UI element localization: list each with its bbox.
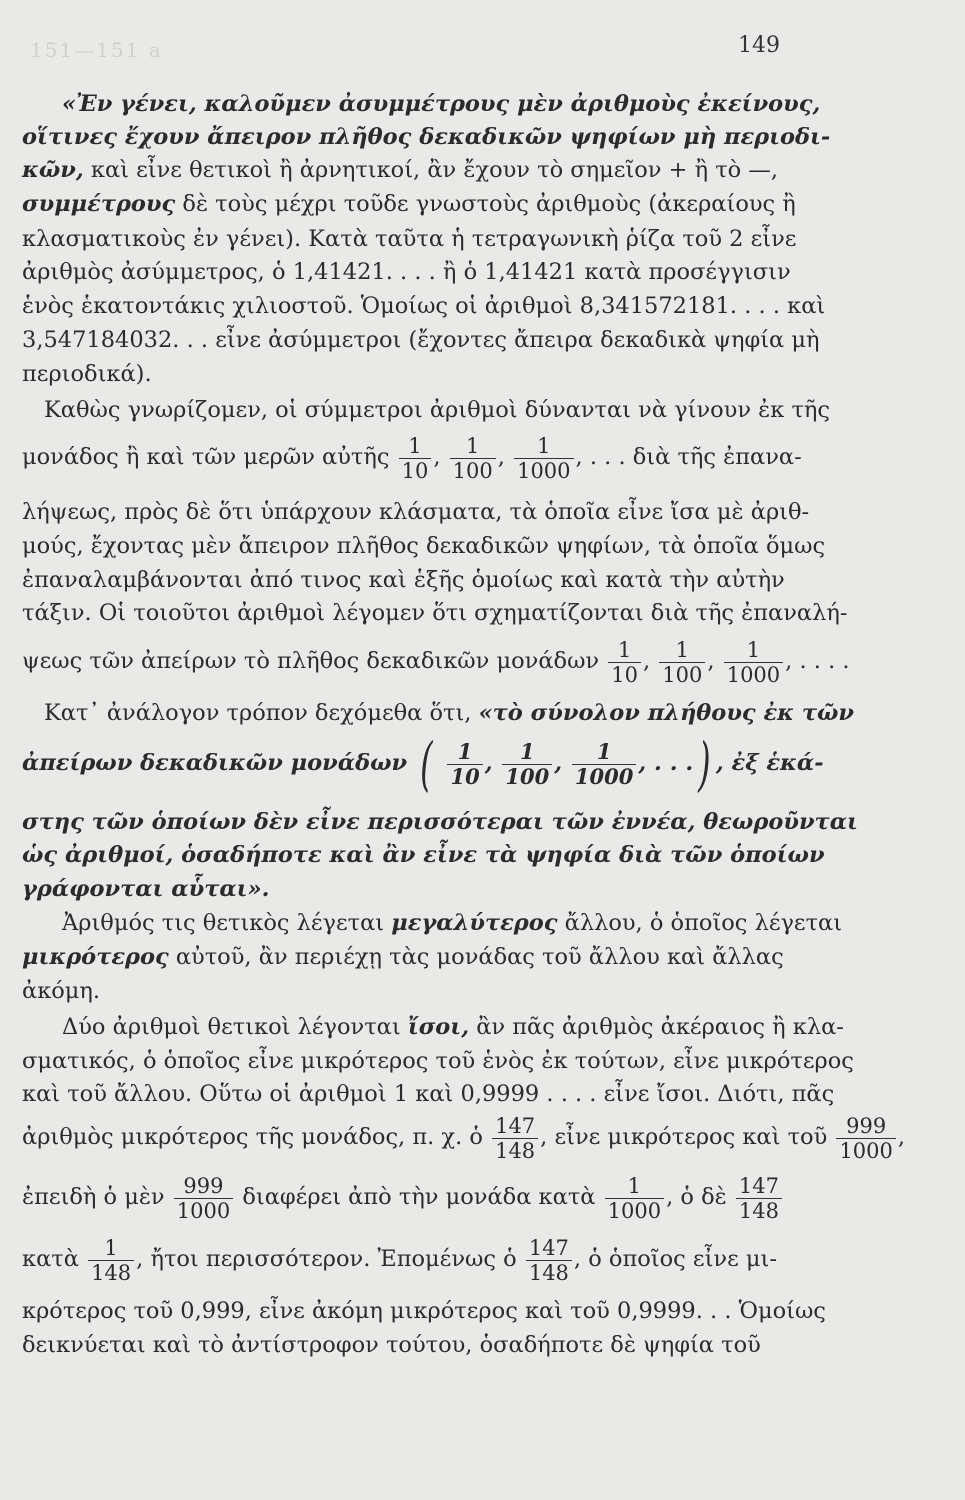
emph: ἀπείρων δεκαδικῶν μονάδων	[22, 750, 408, 776]
numerator: 999	[183, 1173, 224, 1198]
denominator: 100	[450, 458, 496, 483]
numerator: 999	[846, 1113, 887, 1138]
text-span: . . . .	[799, 648, 850, 674]
denominator: 1000	[605, 1198, 664, 1223]
numerator: 1	[627, 1173, 642, 1198]
denominator: 100	[502, 764, 552, 789]
fraction	[450, 434, 496, 483]
fraction	[514, 434, 573, 483]
text-line: κρότερος τοῦ 0,999, εἶνε ἀκόμη μικρότερος καὶ τοῦ 0,9999. . . Ὁμοίως	[22, 1298, 826, 1324]
text-line: δεικνύεται καὶ τὸ ἀντίστροφον τούτου, ὁσαδήποτε δὲ ψηφία τοῦ	[22, 1332, 761, 1358]
denominator: 148	[736, 1198, 782, 1223]
text-line: γράφονται αὗται».	[22, 876, 270, 902]
text-line	[62, 1012, 965, 1042]
fraction	[174, 1174, 233, 1223]
text-line	[22, 730, 965, 798]
fraction	[492, 1114, 538, 1163]
text-span: , ἤτοι περισσότερον. Ἐπομένως ὁ	[136, 1246, 517, 1272]
text-span: , . . .	[638, 750, 694, 776]
numerator: 147	[738, 1173, 779, 1198]
text-line: ἑνὸς ἑκατοντάκις χιλιοστοῦ. Ὁμοίως οἱ ἀριθμοὶ 8,341572181. . . . καὶ	[22, 293, 826, 319]
text-line	[22, 189, 965, 219]
text-line: «Ἐν γένει, καλοῦμεν ἀσυμμέτρους μὲν ἀριθμοὺς ἐκείνους,	[62, 91, 821, 117]
right-paren: )	[698, 730, 711, 798]
comma: ,	[785, 648, 793, 674]
text-span: Κατ᾽ ἀνάλογον τρόπον δεχόμεθα ὅτι,	[44, 700, 479, 726]
denominator: 1000	[174, 1198, 233, 1223]
text-span: . . . διὰ τῆς ἐπανα-	[589, 444, 802, 470]
emph: κῶν,	[22, 157, 84, 183]
text-span: αὐτοῦ, ἂν περιέχῃ τὰς μονάδας τοῦ ἄλλου καὶ ἄλλας	[168, 944, 784, 970]
comma: ,	[497, 444, 505, 470]
numerator: 1	[104, 1235, 118, 1260]
fraction	[572, 740, 636, 789]
text-line	[22, 634, 965, 688]
text-span: ἄλλου, ὁ ὁποῖος λέγεται	[557, 910, 843, 936]
text-span: ψεως τῶν ἀπείρων τὸ πλῆθος δεκαδικῶν μονάδων	[22, 648, 600, 674]
text-span: μονάδος ἢ καὶ τῶν μερῶν αὐτῆς	[22, 444, 390, 470]
text-line	[22, 155, 965, 185]
emph: «τὸ σύνολον πλήθους ἐκ τῶν	[478, 700, 855, 726]
fraction	[605, 1174, 664, 1223]
numerator: 1	[519, 738, 535, 764]
numerator: 1	[617, 637, 632, 662]
text-span: δὲ τοὺς μέχρι τοῦδε γνωστοὺς ἀριθμοὺς (ἀκεραίους ἢ	[175, 191, 796, 217]
numerator: 1	[675, 637, 690, 662]
text-line	[62, 908, 965, 938]
numerator: 1	[596, 738, 612, 764]
text-line: λήψεως, πρὸς δὲ ὅτι ὑπάρχουν κλάσματα, τὰ ὁποῖα εἶνε ἴσα μὲ ἀριθ-	[22, 499, 810, 525]
numerator: 1	[408, 433, 422, 458]
comma: ,	[707, 648, 715, 674]
left-paren: (	[420, 730, 433, 798]
fraction	[447, 740, 482, 789]
text-span: , ὁ δὲ	[666, 1184, 727, 1210]
comma: ,	[433, 444, 441, 470]
text-span: Δύο ἀριθμοὶ θετικοὶ λέγονται	[62, 1014, 408, 1040]
fraction	[88, 1236, 134, 1285]
text-line: ἀκόμη.	[22, 978, 101, 1004]
numerator: 1	[537, 433, 551, 458]
denominator: 10	[608, 662, 641, 687]
fraction	[724, 638, 783, 687]
page-number: 149	[738, 33, 780, 58]
text-line: ἐπαναλαμβάνονται ἀπό τινος καὶ ἑξῆς ὁμοίως καὶ κατὰ τὴν αὐτὴν	[22, 567, 785, 593]
emph: μικρότερος	[22, 944, 169, 970]
fraction	[608, 638, 641, 687]
denominator: 148	[526, 1260, 572, 1285]
comma: ,	[484, 750, 493, 776]
numerator: 1	[746, 637, 761, 662]
text-span: διαφέρει ἀπὸ τὴν μονάδα κατὰ	[235, 1184, 596, 1210]
text-span: , εἶνε μικρότερος καὶ τοῦ	[540, 1124, 828, 1150]
text-span: Ἀριθμός τις θετικὸς λέγεται	[62, 910, 392, 936]
numerator: 1	[466, 433, 480, 458]
fraction	[836, 1114, 895, 1163]
text-line: οἵτινες ἔχουν ἄπειρον πλῆθος δεκαδικῶν ψηφίων μὴ περιοδι-	[22, 124, 831, 150]
emph: ἴσοι,	[407, 1014, 470, 1040]
bleed-through-text: 151—151 a	[30, 38, 163, 62]
text-span: ἐπειδὴ ὁ μὲν	[22, 1184, 165, 1210]
denominator: 10	[447, 764, 482, 789]
denominator: 1000	[572, 764, 636, 789]
denominator: 10	[399, 458, 432, 483]
denominator: 1000	[514, 458, 573, 483]
text-line	[22, 430, 965, 484]
text-line: 3,547184032. . . εἶνε ἀσύμμετροι (ἔχοντες ἄπειρα δεκαδικὰ ψηφία μὴ	[22, 327, 820, 353]
text-line: κλασματικοὺς ἐν γένει). Κατὰ ταῦτα ἡ τετραγωνικὴ ῥίζα τοῦ 2 εἶνε	[22, 226, 797, 252]
emph: , ἐξ ἑκά-	[715, 750, 824, 776]
text-line: στης τῶν ὁποίων δὲν εἶνε περισσότεραι τῶν ἐννέα, θεωροῦνται	[22, 809, 858, 835]
comma: ,	[642, 648, 651, 674]
text-span: ἂν πᾶς ἀριθμὸς ἀκέραιος ἢ κλα-	[469, 1014, 844, 1040]
text-line: σματικός, ὁ ὁποῖος εἶνε μικρότερος τοῦ ἑνὸς ἐκ τούτων, εἶνε μικρότερος	[22, 1048, 854, 1074]
numerator: 147	[495, 1113, 536, 1138]
text-line	[22, 1110, 965, 1164]
text-span: ἀριθμὸς μικρότερος τῆς μονάδος, π. χ. ὁ	[22, 1124, 483, 1150]
text-line: καὶ τοῦ ἄλλου. Οὕτω οἱ ἀριθμοὶ 1 καὶ 0,9999 . . . . εἶνε ἴσοι. Διότι, πᾶς	[22, 1081, 835, 1107]
text-line	[22, 1232, 965, 1286]
text-line	[22, 1170, 965, 1224]
denominator: 1000	[836, 1138, 895, 1163]
text-line: ὡς ἀριθμοί, ὁσαδήποτε καὶ ἂν εἶνε τὰ ψηφία διὰ τῶν ὁποίων	[22, 842, 825, 868]
fraction	[659, 638, 705, 687]
fraction	[526, 1236, 572, 1285]
text-line	[22, 942, 965, 972]
denominator: 148	[492, 1138, 538, 1163]
text-line	[44, 698, 965, 728]
fraction	[736, 1174, 782, 1223]
denominator: 148	[88, 1260, 134, 1285]
emph: μεγαλύτερος	[391, 910, 558, 936]
emph: συμμέτρους	[22, 191, 176, 217]
fraction	[399, 434, 432, 483]
numerator: 1	[457, 738, 473, 764]
text-line: Καθὼς γνωρίζομεν, οἱ σύμμετροι ἀριθμοὶ δύνανται νὰ γίνουν ἐκ τῆς	[44, 397, 830, 423]
text-line: μούς, ἔχοντας μὲν ἄπειρον πλῆθος δεκαδικῶν ψηφίων, τὰ ὁποῖα ὅμως	[22, 533, 826, 559]
text-span: κατὰ	[22, 1246, 79, 1272]
text-line: περιοδικά).	[22, 361, 152, 387]
numerator: 147	[528, 1235, 569, 1260]
comma: ,	[554, 750, 563, 776]
text-span: καὶ εἶνε θετικοὶ ἢ ἀρνητικοί, ἂν ἔχουν τὸ σημεῖον + ἢ τὸ —,	[83, 157, 779, 183]
text-line: ἀριθμὸς ἀσύμμετρος, ὁ 1,41421. . . . ἢ ὁ 1,41421 κατὰ προσέγγισιν	[22, 259, 791, 285]
comma: ,	[897, 1124, 906, 1150]
text-line: τάξιν. Οἱ τοιοῦτοι ἀριθμοὶ λέγομεν ὅτι σχηματίζονται διὰ τῆς ἐπαναλή-	[22, 600, 848, 626]
denominator: 1000	[724, 662, 783, 687]
fraction	[502, 740, 552, 789]
text-span: , ὁ ὁποῖος εἶνε μι-	[573, 1246, 777, 1272]
denominator: 100	[659, 662, 705, 687]
comma: ,	[575, 444, 583, 470]
